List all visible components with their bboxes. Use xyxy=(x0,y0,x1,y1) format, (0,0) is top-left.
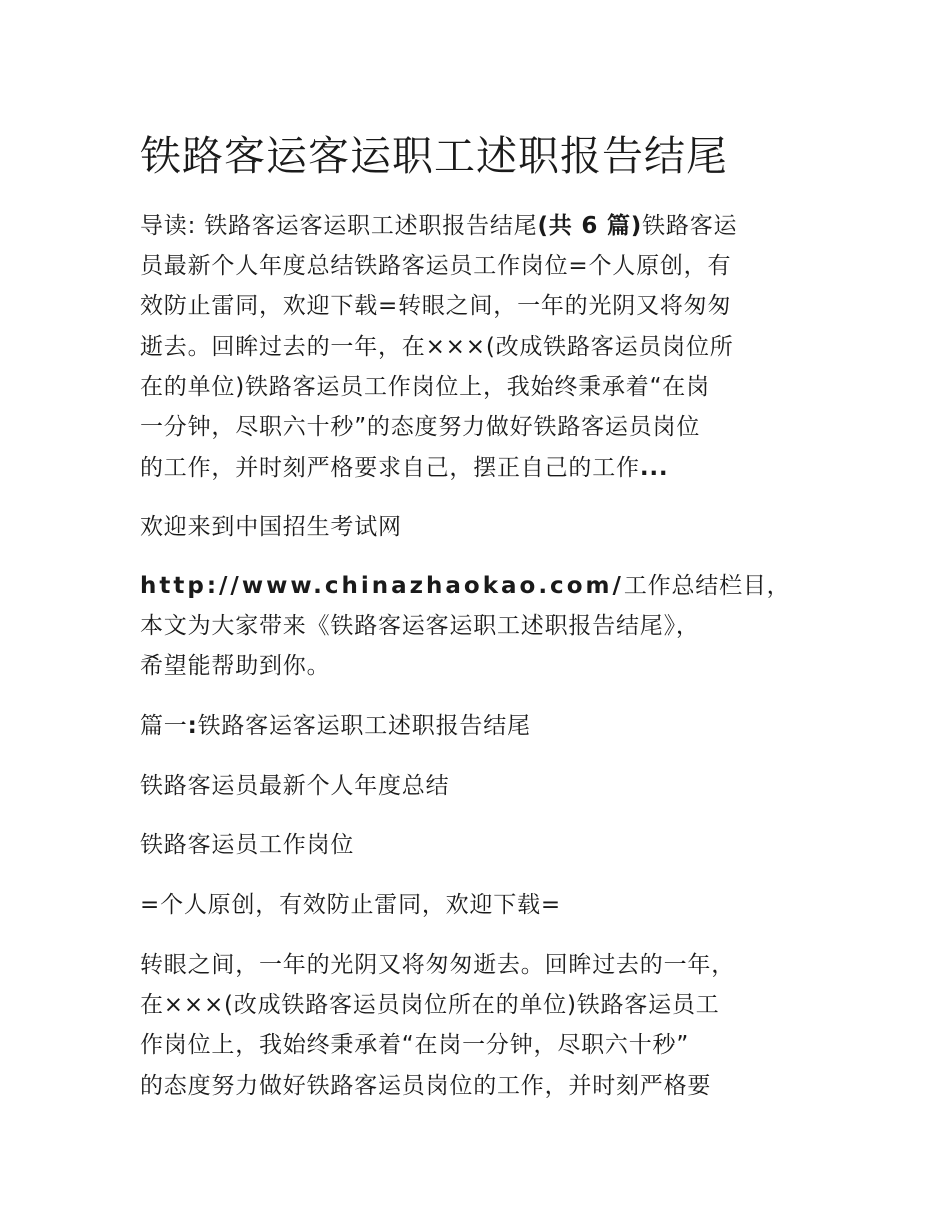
intro-line-7: 的工作，并时刻严格要求自己，摆正自己的工作... xyxy=(140,455,669,481)
post-title: 铁路客运员工作岗位 xyxy=(140,832,355,858)
intro-line-2: 员最新个人年度总结铁路客运员工作岗位=个人原创，有 xyxy=(140,253,732,279)
article-count: (共 6 篇) xyxy=(537,213,643,239)
intro-line-6: 一分钟，尽职六十秒”的态度努力做好铁路客运员岗位 xyxy=(140,414,701,440)
summary-title: 铁路客运员最新个人年度总结 xyxy=(140,773,450,799)
intro2-line-1: 本文为大家带来《铁路客运客运职工述职报告结尾》， xyxy=(140,613,700,639)
site-url[interactable]: http://www.chinazhaokao.com/ xyxy=(140,573,624,599)
document-title: 铁路客运客运职工述职报告结尾 xyxy=(140,132,728,180)
intro-line-4: 逝去。回眸过去的一年，在×××(改成铁路客运员岗位所 xyxy=(140,334,734,360)
section-heading: 篇一:铁路客运客运职工述职报告结尾 xyxy=(140,713,531,739)
intro2-line-2: 希望能帮助到你。 xyxy=(140,653,331,679)
url-line: http://www.chinazhaokao.com/工作总结栏目， xyxy=(140,573,791,599)
welcome-text: 欢迎来到中国招生考试网 xyxy=(140,514,402,540)
body-line-4: 的态度努力做好铁路客运员岗位的工作，并时刻严格要 xyxy=(140,1073,712,1099)
intro-label: 导读: xyxy=(140,213,197,239)
intro-line-1: 导读: 铁路客运客运职工述职报告结尾(共 6 篇)铁路客运 xyxy=(140,213,738,239)
body-line-1: 转眼之间，一年的光阴又将匆匆逝去。回眸过去的一年， xyxy=(140,952,735,978)
body-line-3: 作岗位上，我始终秉承着“在岗一分钟，尽职六十秒” xyxy=(140,1032,690,1058)
ellipsis: ... xyxy=(639,455,669,481)
original-notice: =个人原创，有效防止雷同，欢迎下载= xyxy=(140,892,561,918)
intro-line-3: 效防止雷同，欢迎下载=转眼之间，一年的光阴又将匆匆 xyxy=(140,293,732,319)
intro-line-5: 在的单位)铁路客运员工作岗位上，我始终秉承着“在岗 xyxy=(140,374,710,400)
body-line-2: 在×××(改成铁路客运员岗位所在的单位)铁路客运员工 xyxy=(140,992,720,1018)
